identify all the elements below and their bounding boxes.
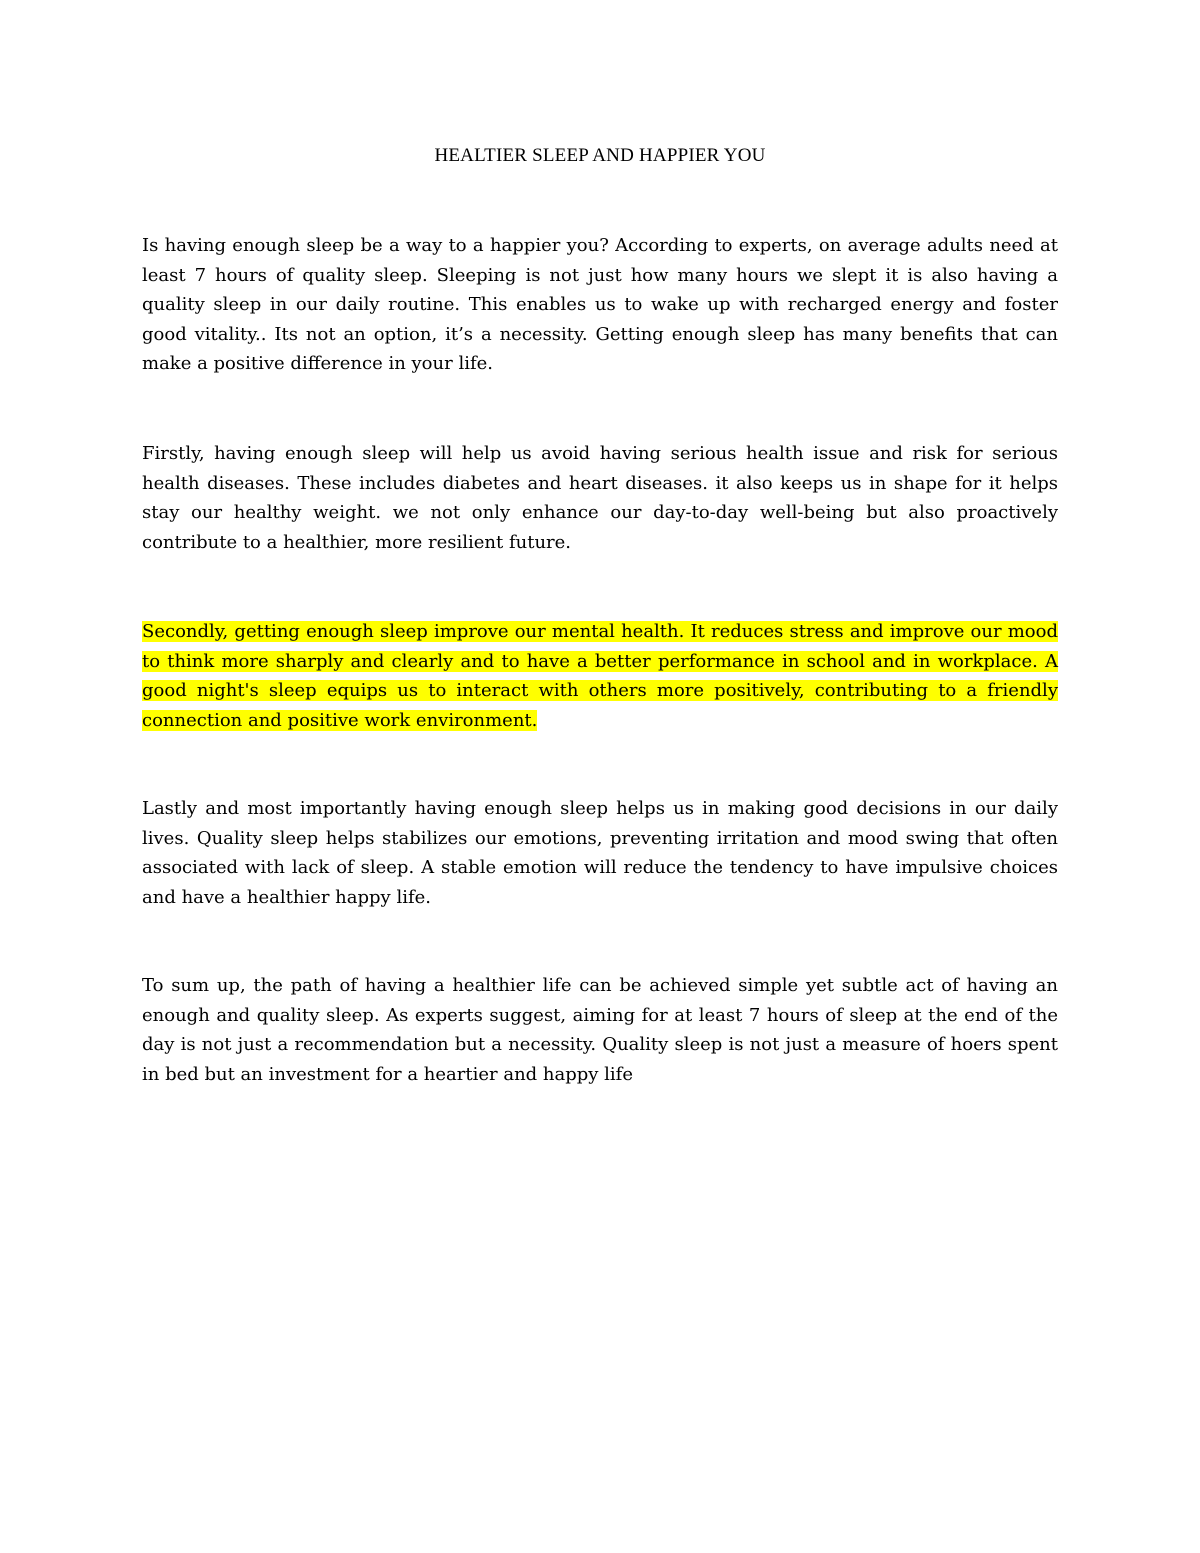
- paragraph-intro: Is having enough sleep be a way to a happier you? According to experts, on average adults need at least 7 hours of quality sleep. Sleeping is not just how many hours we slept it is also having a quality sleep in our daily routine. This enables us to wake up with recharged energy and foster good vitality.. Its not an option, it’s a necessity. Getting enough sleep has many benefits that can make a positive difference in your life.: [142, 235, 1058, 374]
- paragraph-secondly-highlighted: [142, 617, 1058, 735]
- paragraph-lastly: Lastly and most importantly having enough sleep helps us in making good decisions in our daily lives. Quality sleep helps stabilizes our emotions, preventing irritation and mood swing that often associated with lack of sleep. A stable emotion will reduce the tendency to have impulsive choices and have a healthier happy life.: [142, 798, 1058, 908]
- paragraph-firstly: Firstly, having enough sleep will help us avoid having serious health issue and risk for serious health diseases. These includes diabetes and heart diseases. it also keeps us in shape for it helps stay our healthy weight. we not only enhance our day-to-day well-being but also proactively contribute to a healthier, more resilient future.: [142, 443, 1058, 553]
- paragraph-conclusion: To sum up, the path of having a healthier life can be achieved simple yet subtle act of having an enough and quality sleep. As experts suggest, aiming for at least 7 hours of sleep at the end of the day is not just a recommendation but a necessity. Quality sleep is not just a measure of hoers spent in bed but an investment for a heartier and happy life: [142, 975, 1058, 1085]
- document-title: HEALTIER SLEEP AND HAPPIER YOU: [434, 145, 766, 166]
- highlighted-text: Secondly, getting enough sleep improve our mental health. It reduces stress and improve our mood to think more sharply and clearly and to have a better performance in school and in workplace. A good night's sleep equips us to interact with others more positively, contributing to a friendly connection and positive work environment.: [142, 621, 1058, 731]
